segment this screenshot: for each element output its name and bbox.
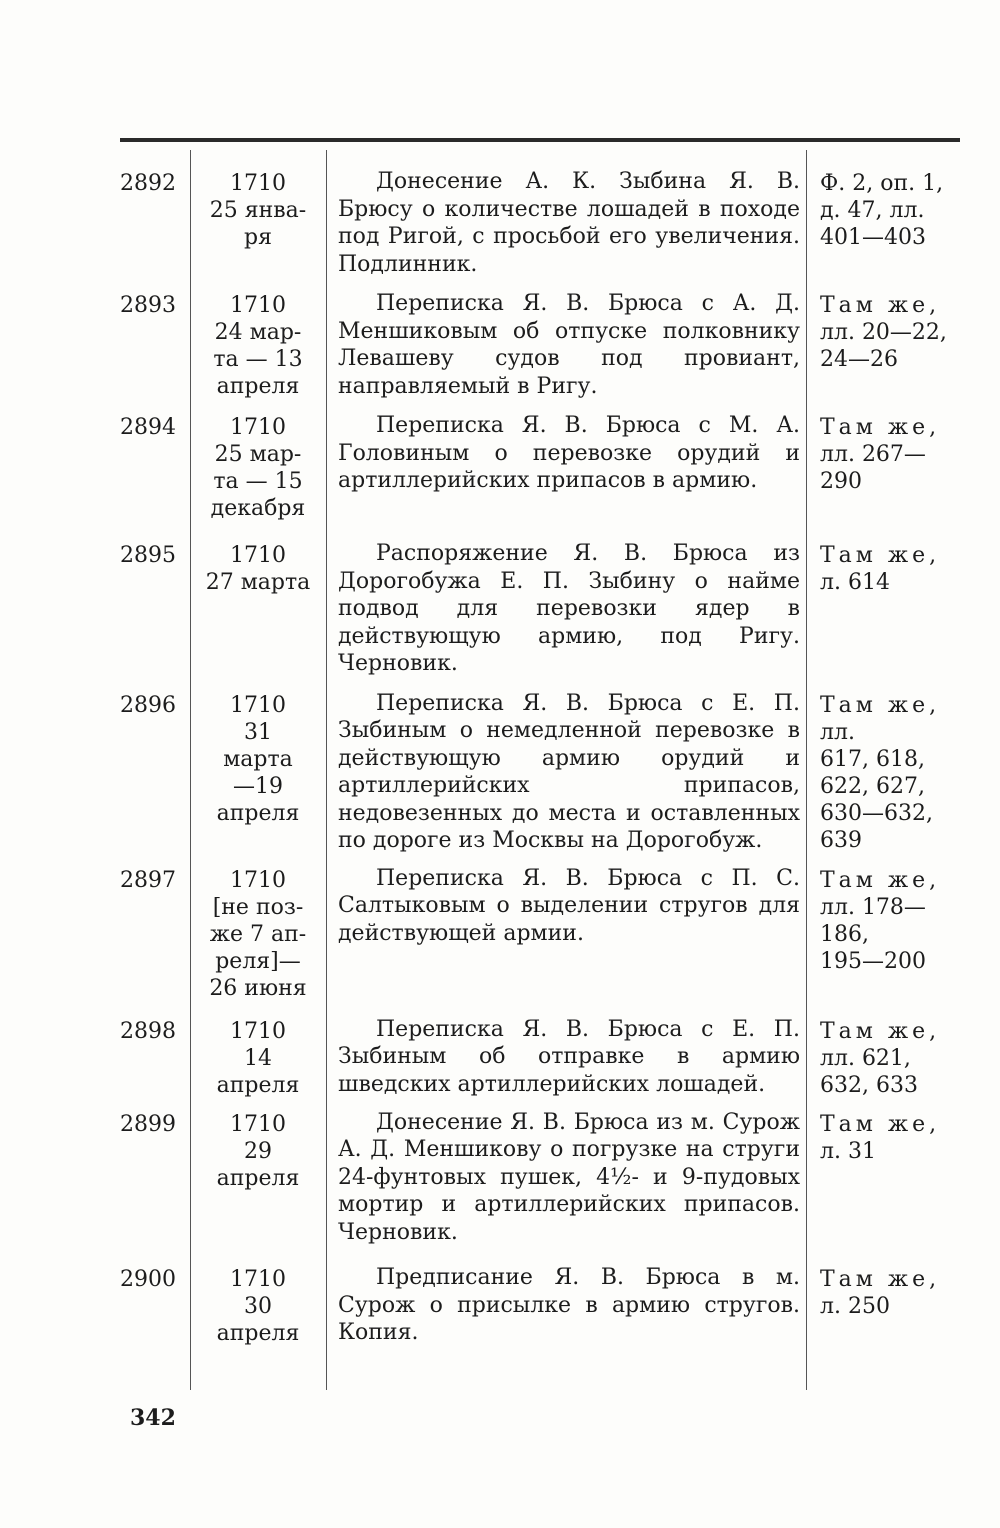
date-line: та — 13 [213, 347, 303, 372]
reference-line: 632, 633 [820, 1072, 918, 1098]
date-line: 24 мар- [214, 320, 302, 345]
reference-line: лл. [820, 719, 855, 745]
entry-date [190, 540, 326, 596]
archive-reference [820, 1109, 970, 1165]
archive-reference [820, 168, 970, 251]
table-row [120, 540, 970, 678]
date-line: 30 [244, 1294, 272, 1319]
entry-date [190, 1264, 326, 1347]
table-row [120, 290, 970, 400]
date-line: 1710 [230, 415, 286, 440]
archive-reference [820, 540, 970, 596]
entry-number: 2895 [120, 543, 176, 568]
reference-line: лл. 20—22, [820, 320, 947, 345]
entry-date [190, 1016, 326, 1099]
catalog-table [120, 168, 970, 1347]
reference-line: лл. 267— [820, 442, 926, 467]
date-line: [не поз- [212, 894, 304, 920]
entry-number: 2896 [120, 692, 176, 718]
archive-reference [820, 412, 970, 495]
table-row [120, 1109, 970, 1247]
date-line: 25 янва- [209, 198, 307, 223]
reference-line: Там же, [820, 293, 941, 318]
archive-reference [820, 1016, 970, 1099]
archive-reference [820, 1264, 970, 1320]
table-row [120, 1264, 970, 1347]
reference-line: Там же, [820, 867, 941, 893]
table-row [120, 1016, 970, 1099]
archive-reference [820, 290, 970, 373]
entry-number: 2893 [120, 293, 176, 318]
reference-line: 630—632, [820, 800, 933, 826]
entry-date [190, 290, 326, 400]
date-line: апреля [216, 800, 300, 826]
reference-line: Там же, [820, 1018, 941, 1044]
entry-number: 2894 [120, 415, 176, 440]
date-line: апреля [216, 1072, 300, 1098]
date-line: та — 15 [213, 469, 303, 494]
entry-description: Предписание Я. В. Брюса в м. Сурож о присылке в армию стругов. Копия. [338, 1265, 800, 1345]
reference-line: лл. 621, [820, 1045, 911, 1071]
reference-line: Там же, [820, 1267, 941, 1292]
reference-line: 24—26 [820, 347, 898, 372]
date-line: 1710 [230, 293, 286, 318]
date-line: 1710 [230, 1267, 286, 1292]
top-rule [120, 138, 960, 142]
entry-number: 2892 [120, 171, 176, 196]
date-line: реля]— [215, 948, 301, 974]
date-line: 31 [244, 719, 272, 745]
date-line: же 7 ап- [209, 921, 307, 947]
archive-reference [820, 865, 970, 975]
date-line: марта [223, 746, 293, 772]
date-line: апреля [216, 374, 300, 399]
reference-line: Там же, [820, 543, 941, 568]
reference-line: Там же, [820, 692, 941, 718]
date-line: 1710 [230, 171, 286, 196]
entry-date [190, 412, 326, 522]
entry-description: Переписка Я. В. Брюса с А. Д. Меншиковым об отпуске полковнику Левашеву судов под провиант, направляемый в Ригу. [338, 291, 800, 399]
reference-line: л. 250 [820, 1294, 890, 1319]
reference-line: 639 [820, 827, 862, 853]
entry-number: 2897 [120, 867, 176, 893]
date-line: 29 [244, 1138, 272, 1164]
reference-line: лл. 178— [820, 894, 926, 920]
entry-date [190, 690, 326, 827]
page-number: 342 [130, 1405, 176, 1431]
date-line: апреля [216, 1321, 300, 1346]
entry-number: 2899 [120, 1111, 176, 1137]
entry-date [190, 865, 326, 1002]
date-line: —19 [233, 773, 283, 799]
entry-description: Переписка Я. В. Брюса с П. С. Салтыковым о выделении стругов для действующей армии. [338, 865, 800, 946]
entry-description: Распоряжение Я. В. Брюса из Дорогобужа Е. П. Зыбину о найме подвод для перевозки ядер в действующую армию, под Ригу. Черновик. [338, 541, 800, 676]
entry-number: 2900 [120, 1267, 176, 1292]
date-line: апреля [216, 1165, 300, 1191]
reference-line: 195—200 [820, 948, 926, 974]
date-line: 1710 [230, 543, 286, 568]
date-line: 14 [244, 1045, 272, 1071]
entry-description: Переписка Я. В. Брюса с Е. П. Зыбиным о немедленной перевозке в действующую армию орудий и артиллерийских припасов, недовезенных до места и оставленных по дороге из Москвы на Дорогобуж. [338, 690, 800, 853]
entry-date [190, 168, 326, 251]
reference-line: Там же, [820, 1111, 941, 1137]
reference-line: Ф. 2, оп. 1, [820, 171, 944, 196]
entry-description: Донесение Я. В. Брюса из м. Сурож А. Д. Меншикову о погрузке на струги 24-фунтовых пушек, 4½- и 9-пудовых мортир и артиллерийских припасов. Черновик. [338, 1109, 800, 1245]
reference-line: л. 31 [820, 1138, 876, 1164]
date-line: ря [244, 225, 272, 250]
entry-description: Донесение А. К. Зыбина Я. В. Брюсу о количестве лошадей в походе под Ригой, с просьбой его увеличения. Подлинник. [338, 169, 800, 277]
reference-line: 401—403 [820, 225, 926, 250]
reference-line: д. 47, лл. [820, 198, 925, 223]
reference-line: Там же, [820, 415, 941, 440]
date-line: 1710 [230, 867, 286, 893]
date-line: 1710 [230, 1111, 286, 1137]
reference-line: 290 [820, 469, 862, 494]
reference-line: 186, [820, 921, 869, 947]
reference-line: 617, 618, [820, 746, 925, 772]
entry-date [190, 1109, 326, 1192]
entry-number: 2898 [120, 1018, 176, 1044]
archive-reference [820, 690, 970, 854]
date-line: 25 мар- [214, 442, 302, 467]
reference-line: л. 614 [820, 570, 890, 595]
table-row [120, 865, 970, 1002]
date-line: 1710 [230, 1018, 286, 1044]
date-line: 27 марта [205, 570, 311, 595]
table-row [120, 690, 970, 855]
table-row [120, 168, 970, 278]
entry-description: Переписка Я. В. Брюса с М. А. Головиным о перевозке орудий и артиллерийских припасов в армию. [338, 413, 800, 493]
table-row [120, 412, 970, 522]
date-line: 26 июня [209, 975, 307, 1001]
reference-line: 622, 627, [820, 773, 925, 799]
date-line: декабря [210, 496, 306, 521]
date-line: 1710 [230, 692, 286, 718]
entry-description: Переписка Я. В. Брюса с Е. П. Зыбиным об отправке в армию шведских артиллерийских лошадей. [338, 1016, 800, 1097]
